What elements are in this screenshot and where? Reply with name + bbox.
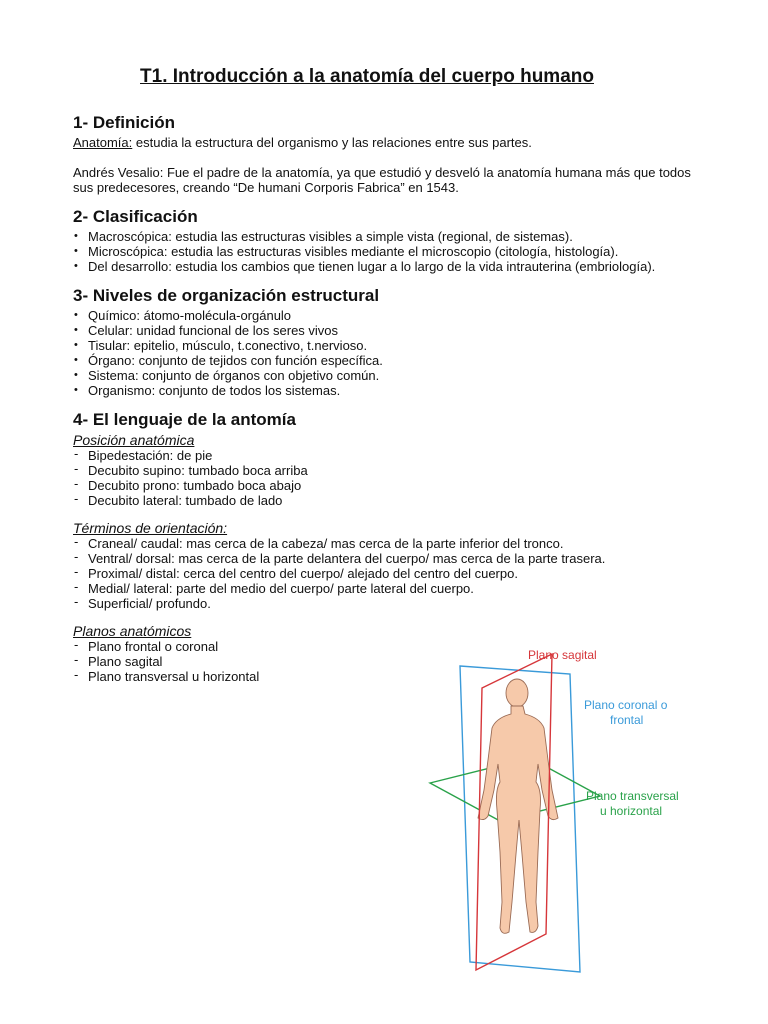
page-title: T1. Introducción a la anatomía del cuerpo humano [140, 66, 594, 87]
list-item: • Químico: átomo-molécula-orgánulo [73, 308, 713, 323]
list-item: • Órgano: conjunto de tejidos con función específica. [73, 353, 713, 368]
section-heading-clasificacion: 2- Clasificación [73, 207, 198, 226]
terminos-list [73, 536, 713, 611]
label-plano-coronal: Plano coronal o [584, 698, 668, 712]
label-plano-transversal-horizontal: u horizontal [600, 804, 663, 818]
body-torso [478, 706, 558, 933]
niveles-list [73, 308, 713, 398]
list-item: - Bipedestación: de pie [73, 448, 713, 463]
anatomical-planes-svg [420, 640, 710, 990]
list-item: - Decubito prono: tumbado boca abajo [73, 478, 713, 493]
list-item: • Sistema: conjunto de órganos con objetivo común. [73, 368, 713, 383]
vesalio-paragraph: Andrés Vesalio: Fue el padre de la anatomía, ya que estudió y desveló la anatomía humana más que todos sus predecesores, creando “De humani Corporis Fabrica” en 1543. [73, 165, 691, 195]
subheading-posicion: Posición anatómica [73, 432, 195, 448]
anatomical-planes-figure [420, 640, 710, 990]
document-body [73, 113, 713, 684]
list-item: • Tisular: epitelio, músculo, t.conectivo, t.nervioso. [73, 338, 713, 353]
list-item: • Macroscópica: estudia las estructuras visibles a simple vista (regional, de sistemas). [73, 229, 713, 244]
list-item: - Ventral/ dorsal: mas cerca de la parte delantera del cuerpo/ mas cerca de la parte trasera. [73, 551, 713, 566]
list-item: - Plano frontal o coronal [73, 639, 713, 654]
list-item: • Microscópica: estudia las estructuras visibles mediante el microscopio (citología, histología). [73, 244, 713, 259]
list-item: - Plano sagital [73, 654, 713, 669]
subheading-terminos: Términos de orientación: [73, 520, 228, 536]
list-item: - Decubito supino: tumbado boca arriba [73, 463, 713, 478]
label-plano-coronal-frontal: frontal [610, 713, 644, 727]
section-heading-niveles: 3- Niveles de organización estructural [73, 286, 380, 305]
list-item: - Proximal/ distal: cerca del centro del cuerpo/ alejado del centro del cuerpo. [73, 566, 713, 581]
list-item: - Superficial/ profundo. [73, 596, 713, 611]
subheading-planos: Planos anatómicos [73, 623, 192, 639]
posicion-list [73, 448, 713, 508]
list-item: - Plano transversal u horizontal [73, 669, 713, 684]
list-item: - Craneal/ caudal: mas cerca de la cabeza/ mas cerca de la parte inferior del tronco. [73, 536, 713, 551]
definition-paragraph [73, 135, 713, 150]
definition-term: Anatomía: [73, 135, 133, 150]
list-item: - Medial/ lateral: parte del medio del cuerpo/ parte lateral del cuerpo. [73, 581, 713, 596]
clasificacion-list [73, 229, 713, 274]
section-heading-definicion: 1- Definición [73, 113, 176, 132]
list-item: - Decubito lateral: tumbado de lado [73, 493, 713, 508]
label-plano-transversal: Plano transversal [586, 789, 679, 803]
human-body-figure [478, 679, 558, 933]
body-head [506, 679, 528, 707]
list-item: • Celular: unidad funcional de los seres vivos [73, 323, 713, 338]
definition-text: estudia la estructura del organismo y las relaciones entre sus partes. [132, 135, 532, 150]
section-heading-lenguaje: 4- El lenguaje de la antomía [73, 410, 296, 429]
label-plano-sagital: Plano sagital [528, 648, 597, 662]
list-item: • Organismo: conjunto de todos los sistemas. [73, 383, 713, 398]
list-item: • Del desarrollo: estudia los cambios que tienen lugar a lo largo de la vida intrauterina (embriología). [73, 259, 713, 274]
